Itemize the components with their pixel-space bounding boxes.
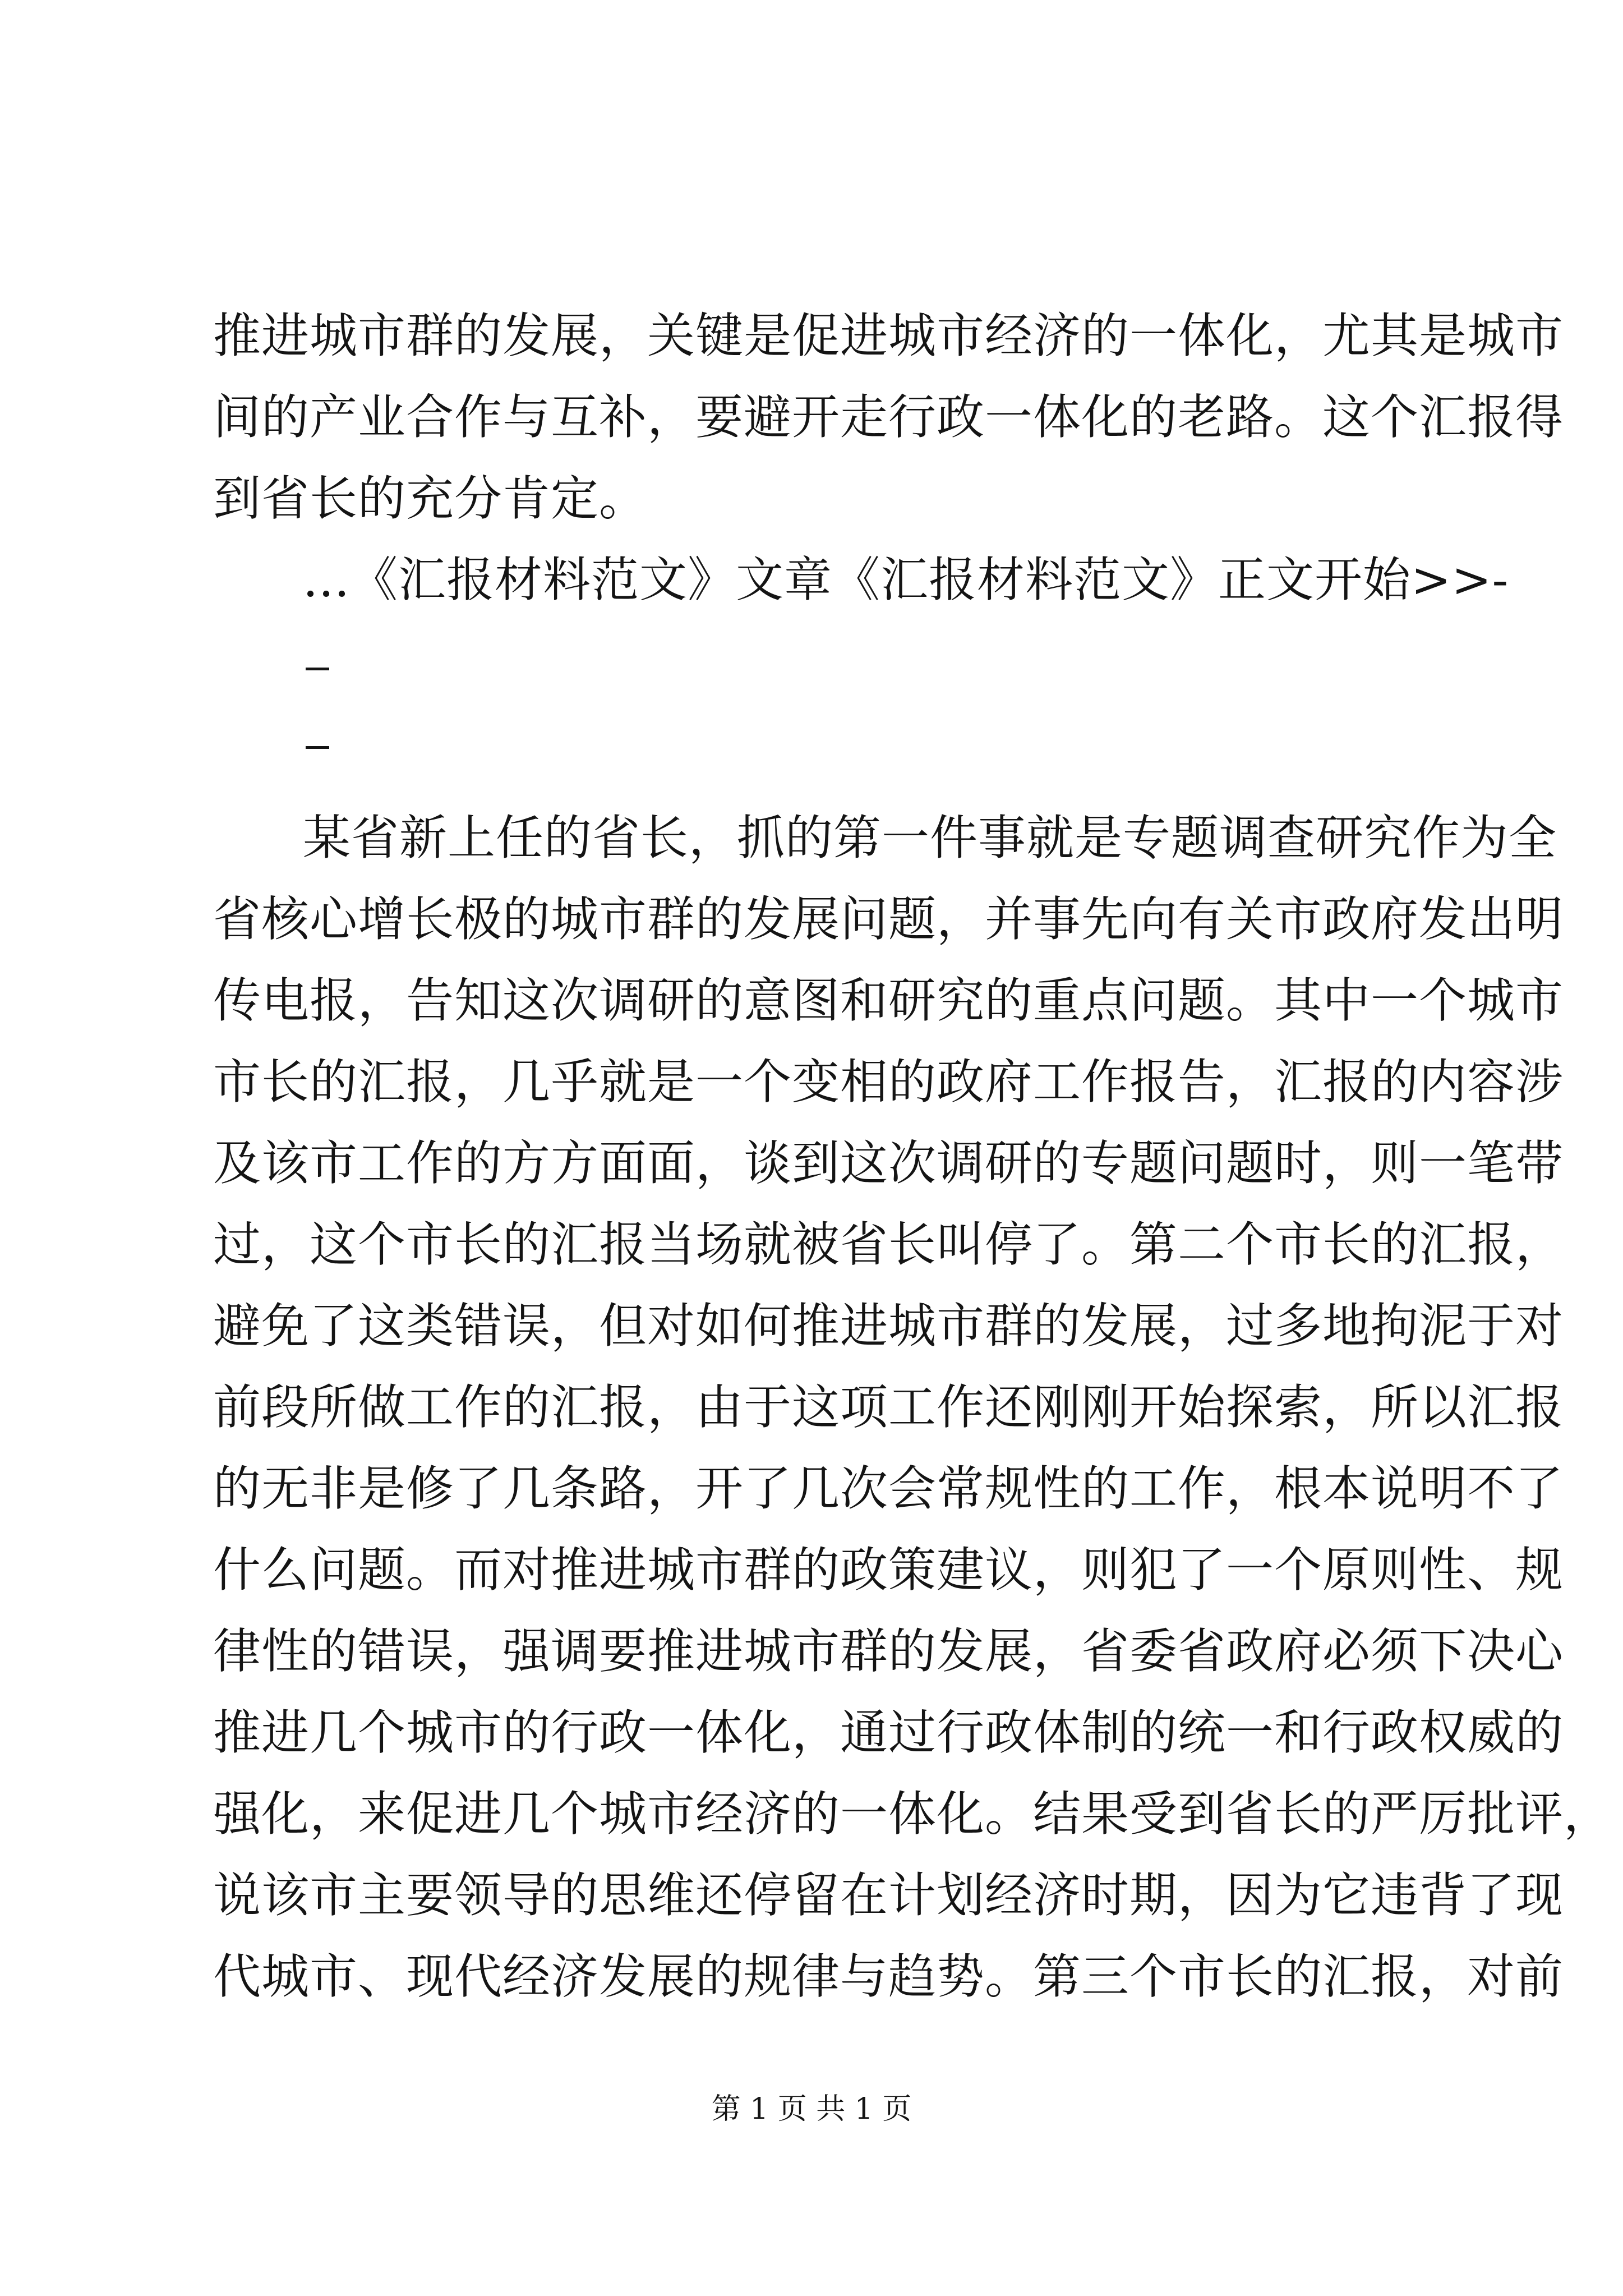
text-line: 代城市、现代经济发展的规律与趋势。第三个市长的汇报，对前 [213, 1949, 1564, 2005]
text-line: 间的产业合作与互补，要避开走行政一体化的老路。这个汇报得 [213, 390, 1564, 445]
text-line: 的无非是修了几条路，开了几次会常规性的工作，根本说明不了 [213, 1461, 1564, 1517]
text-line: 强化，来促进几个城市经济的一体化。结果受到省长的严厉批评， [213, 1787, 1612, 1842]
article-marker: ...《汇报材料范文》文章《汇报材料范文》正文开始>>- [303, 553, 1509, 608]
separator-dash [306, 668, 329, 670]
text-line: 推进城市群的发展，关键是促进城市经济的一体化，尤其是城市 [213, 309, 1564, 364]
text-line: 某省新上任的省长，抓的第一件事就是专题调查研究作为全 [303, 811, 1557, 866]
text-line: 及该市工作的方方面面，谈到这次调研的专题问题时，则一笔带 [213, 1136, 1564, 1191]
text-line: 避免了这类错误，但对如何推进城市群的发展，过多地拘泥于对 [213, 1299, 1564, 1354]
text-line: 到省长的充分肯定。 [213, 471, 648, 527]
page-footer: 第 1 页 共 1 页 [711, 2092, 912, 2126]
text-line: 前段所做工作的汇报，由于这项工作还刚刚开始探索，所以汇报 [213, 1380, 1564, 1435]
text-line: 传电报，告知这次调研的意图和研究的重点问题。其中一个城市 [213, 973, 1564, 1029]
text-line: 律性的错误，强调要推进城市群的发展，省委省政府必须下决心 [213, 1624, 1564, 1680]
text-line: 说该市主要领导的思维还停留在计划经济时期，因为它违背了现 [213, 1868, 1564, 1924]
separator-dash [306, 746, 329, 749]
text-line: 市长的汇报，几乎就是一个变相的政府工作报告，汇报的内容涉 [213, 1055, 1564, 1110]
text-line: 省核心增长极的城市群的发展问题，并事先向有关市政府发出明 [213, 892, 1564, 947]
text-line: 推进几个城市的行政一体化，通过行政体制的统一和行政权威的 [213, 1705, 1564, 1761]
text-line: 过，这个市长的汇报当场就被省长叫停了。第二个市长的汇报， [213, 1217, 1564, 1273]
text-line: 什么问题。而对推进城市群的政策建议，则犯了一个原则性、规 [213, 1543, 1564, 1598]
